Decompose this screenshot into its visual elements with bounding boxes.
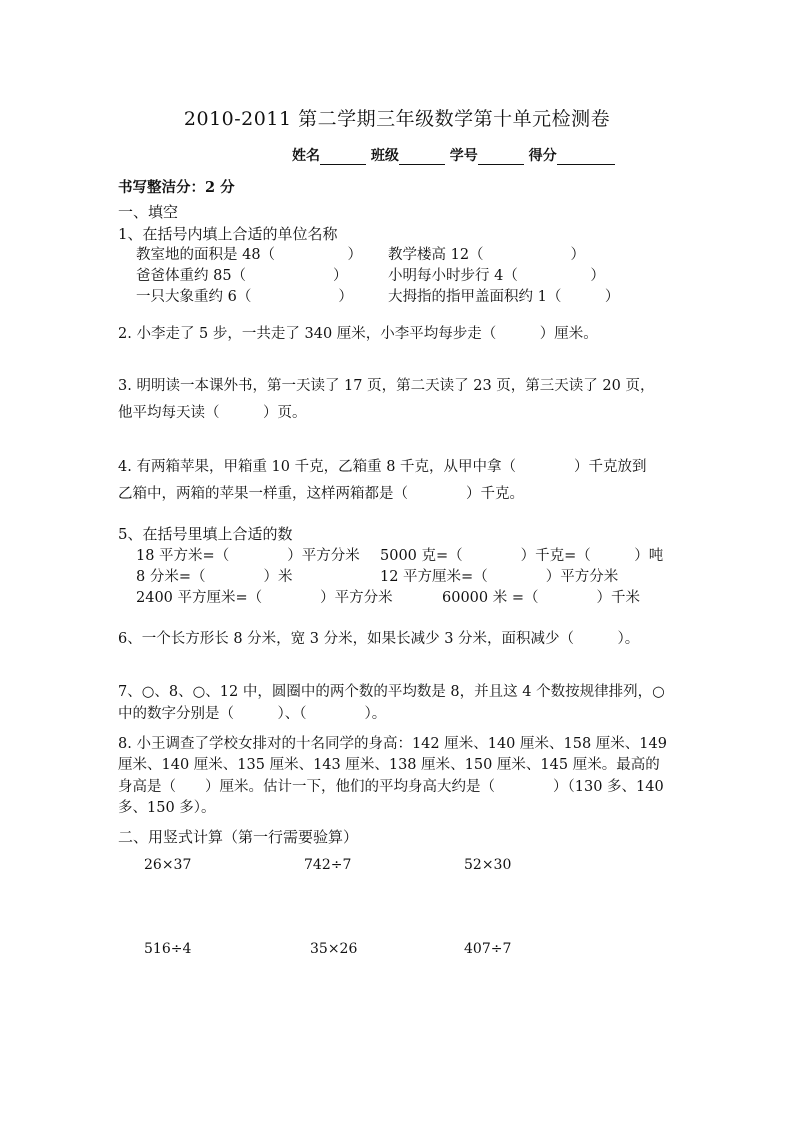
student-info-line (292, 145, 615, 165)
q5-item: 8 分米=（ ）米 (136, 569, 293, 585)
score-label: 得分 (528, 148, 557, 164)
q5-prompt: 5、在括号里填上合适的数 (118, 525, 293, 543)
q3-text-line1: 3. 明明读一本课外书，第一天读了 17 页，第二天读了 23 页，第三天读了 20 页， (118, 378, 655, 394)
handwriting-score: 书写整洁分：2 分 (118, 179, 235, 196)
name-blank[interactable] (320, 149, 366, 165)
q8-text-line2: 厘米、140 厘米、135 厘米、143 厘米、138 厘米、150 厘米、145 厘米。最高的 (118, 757, 660, 773)
calc-problem: 742÷7 (304, 857, 352, 873)
q1-item: 大拇指的指甲盖面积约 1（ ） (388, 289, 620, 305)
q3-text-line2: 他平均每天读（ ）页。 (118, 405, 307, 421)
q4-text-line2: 乙箱中，两箱的苹果一样重，这样两箱都是（ ）千克。 (118, 486, 524, 502)
q8-text-line3: 身高是（ ）厘米。估计一下，他们的平均身高大约是（ ）（130 多、140 (118, 779, 664, 795)
q8-text-line4: 多、150 多）。 (118, 800, 216, 816)
class-label: 班级 (370, 148, 399, 164)
q2-text: 2. 小李走了 5 步，一共走了 340 厘米，小李平均每步走（ ）厘米。 (118, 326, 598, 342)
q1-item: 教学楼高 12（ ） (388, 247, 586, 263)
q1-item: 一只大象重约 6（ ） (136, 289, 353, 305)
q1-item: 教室地的面积是 48（ ） (136, 247, 363, 263)
q7-text-line2: 中的数字分别是（ ）、（ ）。 (118, 706, 387, 722)
score-blank[interactable] (557, 149, 615, 165)
q4-text-line1: 4. 有两箱苹果，甲箱重 10 千克，乙箱重 8 千克，从甲中拿（ ）千克放到 (118, 459, 647, 475)
q8-text-line1: 8. 小王调查了学校女排对的十名同学的身高：142 厘米、140 厘米、158 厘米、149 (118, 736, 667, 752)
q5-item: 18 平方米=（ ）平方分米 (136, 548, 360, 564)
calc-problem: 407÷7 (464, 941, 512, 957)
q1-item: 爸爸体重约 85（ ） (136, 268, 348, 284)
section1-heading: 一、填空 (118, 203, 179, 221)
calc-problem: 516÷4 (144, 941, 192, 957)
name-label: 姓名 (292, 148, 320, 164)
q5-item: 12 平方厘米=（ ）平方分米 (380, 569, 619, 585)
q1-prompt: 1、在括号内填上合适的单位名称 (118, 225, 338, 243)
q5-item: 5000 克=（ ）千克=（ ）吨 (380, 548, 664, 564)
q1-item: 小明每小时步行 4（ ） (388, 268, 605, 284)
calc-problem: 35×26 (310, 941, 358, 957)
q5-item: 60000 米 =（ ）千米 (442, 590, 640, 606)
id-blank[interactable] (478, 149, 524, 165)
calc-problem: 26×37 (144, 857, 192, 873)
q5-item: 2400 平方厘米=（ ）平方分米 (136, 590, 393, 606)
section2-heading: 二、用竖式计算（第一行需要验算） (118, 828, 359, 846)
page-title: 2010-2011 第二学期三年级数学第十单元检测卷 (183, 108, 611, 130)
q7-text-line1: 7、○、8、○、12 中，圆圈中的两个数的平均数是 8，并且这 4 个数按规律排列，○ (118, 684, 665, 700)
q6-text: 6、一个长方形长 8 分米，宽 3 分米，如果长减少 3 分米，面积减少（ ）。 (118, 631, 640, 647)
class-blank[interactable] (399, 149, 445, 165)
calc-problem: 52×30 (464, 857, 512, 873)
id-label: 学号 (449, 148, 478, 164)
